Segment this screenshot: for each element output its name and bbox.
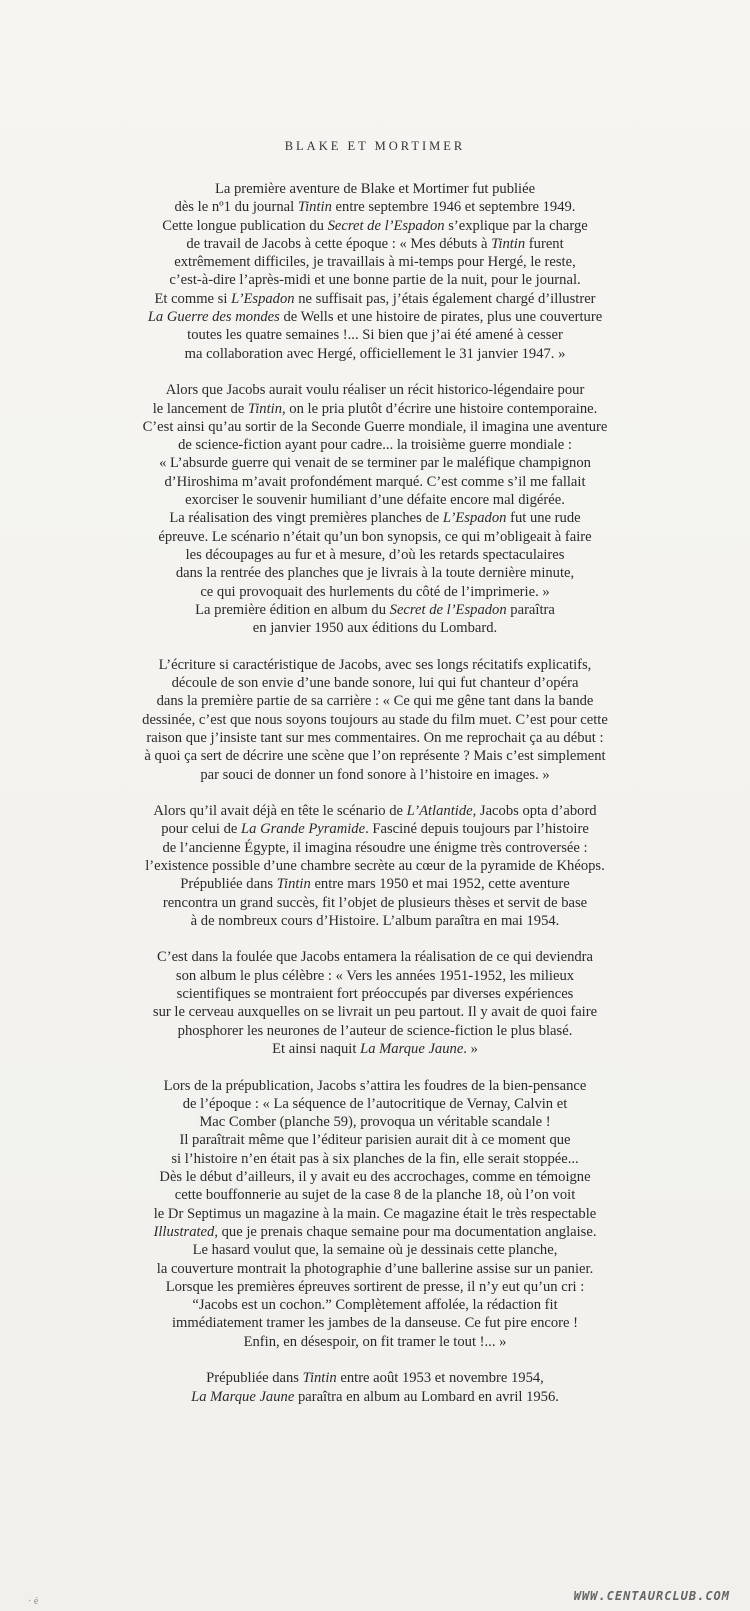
text-run: ne suffisait pas, j’étais également chargé d’illustrer (294, 290, 596, 307)
text-line (60, 1131, 690, 1149)
paragraph (60, 1369, 690, 1406)
text-run: dans la rentrée des planches que je livrais à la toute dernière minute, (175, 565, 575, 582)
text-run: La première aventure de Blake et Mortimer fut publiée (214, 181, 536, 197)
text-line (60, 271, 690, 289)
page-corner-mark: · é (28, 1596, 39, 1607)
paragraph (60, 381, 690, 637)
italic-title: Illustrated (153, 1223, 215, 1240)
text-run: “Jacobs est un cochon.” Complètement affolée, la rédaction fit (192, 1297, 558, 1314)
text-line (60, 894, 690, 912)
text-run: Il paraîtrait même que l’éditeur parisien aurait dit à ce moment que (179, 1132, 571, 1149)
text-line (60, 875, 690, 893)
text-line (60, 692, 690, 710)
text-line (60, 290, 690, 308)
text-line (60, 1040, 690, 1058)
text-run: L’écriture si caractéristique de Jacobs, avec ses longs récitatifs explicatifs, (158, 656, 592, 673)
text-line (60, 326, 690, 344)
text-run: Prépubliée dans (206, 1370, 303, 1387)
text-run: dans la première partie de sa carrière : « Ce qui me gêne tant dans la bande (156, 693, 594, 710)
italic-title: La Marque Jaune (191, 1388, 295, 1405)
text-run: « L’absurde guerre qui venait de se terminer par le maléfique champignon (159, 455, 591, 472)
text-line (60, 473, 690, 491)
text-run: c’est-à-dire l’après-midi et une bonne partie de la nuit, pour le journal. (169, 272, 581, 289)
text-line (60, 217, 690, 235)
text-run: La première édition en album du (195, 601, 390, 618)
text-line (60, 729, 690, 747)
text-run: découle de son envie d’une bande sonore, lui qui fut chanteur d’opéra (171, 675, 579, 692)
body-text (60, 180, 690, 1424)
text-line (60, 839, 690, 857)
italic-title: La Grande Pyramide (241, 821, 366, 838)
paragraph (60, 1077, 690, 1351)
text-run: , on le pria plutôt d’écrire une histoire contemporaine. (282, 400, 598, 417)
text-line (60, 308, 690, 326)
text-run: , que je prenais chaque semaine pour ma documentation anglaise. (214, 1223, 597, 1240)
text-run: de science-fiction ayant pour cadre... la troisième guerre mondiale : (178, 437, 572, 454)
italic-title: Tintin (297, 199, 332, 216)
text-line (60, 857, 690, 875)
text-run: l’existence possible d’une chambre secrète au cœur de la pyramide de Khéops. (145, 857, 605, 874)
text-run: s’explique par la charge (444, 217, 588, 234)
text-run: les découpages au fur et à mesure, d’où les retards spectaculaires (185, 546, 565, 563)
text-run: à quoi ça sert de décrire une scène que l’on représente ? Mais c’est simplement (144, 748, 606, 765)
text-line (60, 418, 690, 436)
italic-title: Secret de l’Espadon (389, 601, 507, 618)
text-line (60, 656, 690, 674)
text-run: en janvier 1950 aux éditions du Lombard. (252, 620, 498, 637)
text-line (60, 1095, 690, 1113)
text-line (60, 180, 690, 198)
text-run: épreuve. Le scénario n’était qu’un bon synopsis, ce qui m’obligeait à faire (158, 528, 592, 545)
text-run: dessinée, c’est que nous soyons toujours au stade du film muet. C’est pour cette (142, 711, 608, 728)
text-line (60, 985, 690, 1003)
text-run: à de nombreux cours d’Histoire. L’album paraîtra en mai 1954. (190, 912, 560, 929)
text-line (60, 235, 690, 253)
text-line (60, 766, 690, 784)
text-line (60, 546, 690, 564)
text-line (60, 1205, 690, 1223)
text-run: son album le plus célèbre : « Vers les années 1951-1952, les milieux (175, 967, 575, 984)
text-run: toutes les quatre semaines !... Si bien que j’ai été amené à cesser (187, 327, 563, 344)
text-line (60, 400, 690, 418)
text-line (60, 198, 690, 216)
text-run: Enfin, en désespoir, on fit tramer le tout !... » (243, 1333, 507, 1350)
text-line (60, 601, 690, 619)
text-run: sur le cerveau auxquelles on se livrait un peu partout. Il y avait de quoi faire (152, 1004, 598, 1021)
text-line (60, 820, 690, 838)
text-line (60, 1241, 690, 1259)
text-line (60, 1260, 690, 1278)
text-line (60, 1314, 690, 1332)
text-run: ma collaboration avec Hergé, officiellement le 31 janvier 1947. » (184, 345, 566, 362)
text-line (60, 345, 690, 363)
watermark: WWW.CENTAURCLUB.COM (573, 1589, 730, 1603)
text-run: le Dr Septimus un magazine à la main. Ce magazine était le très respectable (153, 1205, 597, 1222)
text-line (60, 1223, 690, 1241)
text-line (60, 454, 690, 472)
text-run: paraîtra (506, 601, 555, 618)
text-run: entre août 1953 et novembre 1954, (336, 1370, 544, 1387)
text-line (60, 1186, 690, 1204)
text-line (60, 674, 690, 692)
text-run: Lors de la prépublication, Jacobs s’attira les foudres de la bien-pensance (163, 1077, 587, 1094)
text-run: dès le nº1 du journal (174, 199, 298, 216)
text-run: , Jacobs opta d’abord (472, 803, 597, 820)
italic-title: Secret de l’Espadon (327, 217, 445, 234)
text-line (60, 711, 690, 729)
text-line (60, 1077, 690, 1095)
text-run: pour celui de (161, 821, 242, 838)
text-run: Cette longue publication du (162, 217, 328, 234)
text-line (60, 967, 690, 985)
text-run: Dès le début d’ailleurs, il y avait eu des accrochages, comme en témoigne (159, 1169, 591, 1186)
text-run: la couverture montrait la photographie d’une ballerine assise sur un panier. (156, 1260, 594, 1277)
text-run: entre mars 1950 et mai 1952, cette aventure (310, 876, 570, 893)
text-run: phosphorer les neurones de l’auteur de science-fiction le plus blasé. (177, 1022, 573, 1039)
text-line (60, 528, 690, 546)
paragraph (60, 802, 690, 930)
text-run: immédiatement tramer les jambes de la danseuse. Ce fut pire encore ! (171, 1315, 579, 1332)
text-line (60, 619, 690, 637)
text-run: entre septembre 1946 et septembre 1949. (331, 199, 576, 216)
text-run: raison que j’insiste tant sur mes commentaires. On me reprochait ça au début : (146, 729, 604, 746)
italic-title: La Marque Jaune (360, 1040, 464, 1057)
paragraph (60, 656, 690, 784)
text-run: de l’époque : « La séquence de l’autocritique de Vernay, Calvin et (182, 1095, 568, 1112)
text-run: extrêmement difficiles, je travaillais à mi-temps pour Hergé, le reste, (174, 254, 576, 271)
text-run: Alors qu’il avait déjà en tête le scénario de (153, 803, 407, 820)
paragraph (60, 180, 690, 363)
text-line (60, 802, 690, 820)
text-run: Et ainsi naquit (272, 1040, 361, 1057)
text-run: le lancement de (152, 400, 248, 417)
text-line (60, 1150, 690, 1168)
italic-title: Tintin (276, 876, 311, 893)
italic-title: La Guerre des mondes (147, 309, 280, 326)
italic-title: L’Atlantide (406, 803, 473, 820)
text-run: si l’histoire n’en était pas à six planches de la fin, elle serait stoppée... (171, 1150, 579, 1167)
italic-title: Tintin (491, 235, 526, 252)
text-line (60, 253, 690, 271)
text-line (60, 1022, 690, 1040)
text-line (60, 509, 690, 527)
text-line (60, 747, 690, 765)
text-run: paraîtra en album au Lombard en avril 1956. (294, 1388, 559, 1405)
text-run: . » (463, 1040, 478, 1057)
text-run: de Wells et une histoire de pirates, plus une couverture (279, 309, 603, 326)
italic-title: L’Espadon (442, 510, 507, 527)
text-run: C’est dans la foulée que Jacobs entamera la réalisation de ce qui deviendra (156, 949, 593, 966)
text-run: cette bouffonnerie au sujet de la case 8 de la planche 18, où l’on voit (174, 1187, 576, 1204)
text-run: rencontra un grand succès, fit l’objet de plusieurs thèses et servit de base (162, 894, 588, 911)
text-line (60, 583, 690, 601)
text-line (60, 564, 690, 582)
text-line (60, 1369, 690, 1387)
text-run: Lorsque les premières épreuves sortirent de presse, il n’y eut qu’un cri : (165, 1278, 585, 1295)
text-line (60, 912, 690, 930)
text-run: La réalisation des vingt premières planches de (169, 510, 443, 527)
text-run: . Fasciné depuis toujours par l’histoire (365, 821, 589, 838)
text-run: d’Hiroshima m’avait profondément marqué. C’est comme s’il me fallait (164, 473, 586, 490)
text-run: de travail de Jacobs à cette époque : « Mes débuts à (186, 235, 492, 252)
text-run: de l’ancienne Égypte, il imagina résoudre une énigme très controversée : (162, 839, 588, 856)
italic-title: Tintin (302, 1370, 337, 1387)
text-line (60, 436, 690, 454)
text-run: Alors que Jacobs aurait voulu réaliser un récit historico-légendaire pour (165, 382, 585, 399)
section-heading: BLAKE ET MORTIMER (284, 139, 466, 153)
text-line (60, 948, 690, 966)
paragraph (60, 948, 690, 1058)
text-run: exorciser le souvenir humiliant d’une défaite encore mal digérée. (185, 492, 565, 509)
text-line (60, 491, 690, 509)
text-run: Le hasard voulut que, la semaine où je dessinais cette planche, (192, 1242, 558, 1259)
text-run: fut une rude (506, 510, 581, 527)
text-line (60, 1168, 690, 1186)
italic-title: L’Espadon (231, 290, 295, 307)
text-line (60, 1113, 690, 1131)
text-run: furent (525, 235, 564, 252)
text-run: Et comme si (154, 290, 232, 307)
text-line (60, 1003, 690, 1021)
text-run: par souci de donner un fond sonore à l’histoire en images. » (200, 766, 550, 783)
text-line (60, 1278, 690, 1296)
text-run: scientifiques se montraient fort préoccupés par diverses expériences (176, 986, 574, 1003)
text-line (60, 1388, 690, 1406)
text-run: Prépubliée dans (180, 876, 277, 893)
text-line (60, 1333, 690, 1351)
text-run: C’est ainsi qu’au sortir de la Seconde Guerre mondiale, il imagina une aventure (142, 418, 608, 435)
text-line (60, 381, 690, 399)
text-run: ce qui provoquait des hurlements du côté de l’imprimerie. » (200, 583, 550, 600)
text-line (60, 1296, 690, 1314)
text-run: Mac Comber (planche 59), provoqua un véritable scandale ! (199, 1114, 551, 1131)
italic-title: Tintin (247, 400, 282, 417)
